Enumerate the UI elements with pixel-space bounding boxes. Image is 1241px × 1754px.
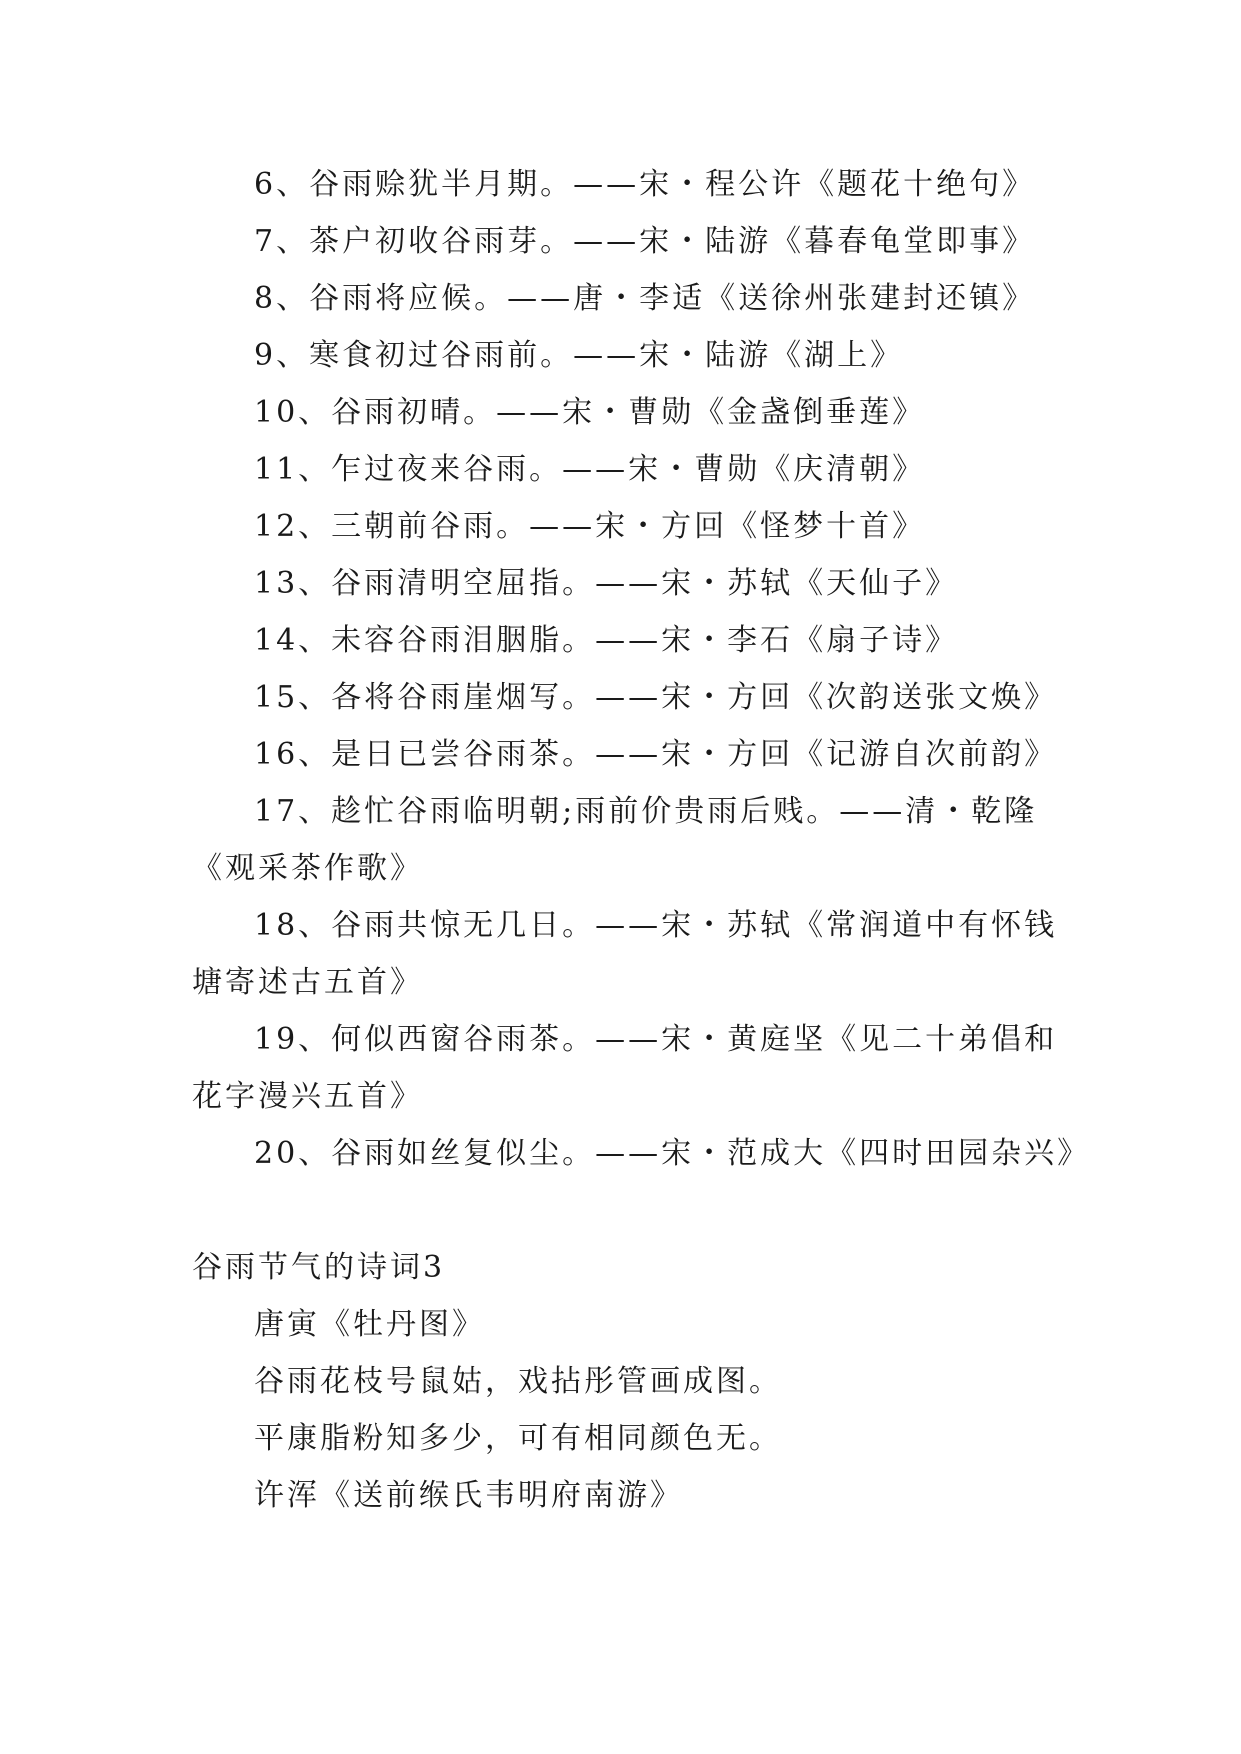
poem-line-7: 7、茶户初收谷雨芽。——宋・陆游《暮春龟堂即事》 [254,224,1036,259]
poem-line-6: 6、谷雨赊犹半月期。——宋・程公许《题花十绝句》 [254,167,1036,202]
poem-line-15: 15、各将谷雨崖烟写。——宋・方回《次韵送张文焕》 [254,680,1058,715]
poem-line-20: 20、谷雨如丝复似尘。——宋・范成大《四时田园杂兴》 [254,1136,1091,1171]
poem-line-12: 12、三朝前谷雨。——宋・方回《怪梦十首》 [254,509,926,544]
poem-line-18: 18、谷雨共惊无几日。——宋・苏轼《常润道中有怀钱 [254,908,1058,943]
poem-line-11: 11、乍过夜来谷雨。——宋・曹勋《庆清朝》 [254,452,926,487]
poem-line-18-continued: 塘寄述古五首》 [192,965,423,1000]
poem-line-14: 14、未容谷雨泪胭脂。——宋・李石《扇子诗》 [254,623,959,658]
poem-verse-1: 谷雨花枝号鼠姑，戏拈彤管画成图。 [254,1364,782,1399]
poem-line-13: 13、谷雨清明空屈指。——宋・苏轼《天仙子》 [254,566,959,601]
poem-line-19: 19、何似西窗谷雨茶。——宋・黄庭坚《见二十弟倡和 [254,1022,1058,1057]
poem-title-tangyin: 唐寅《牡丹图》 [254,1307,485,1342]
poem-line-16: 16、是日已尝谷雨茶。——宋・方回《记游自次前韵》 [254,737,1058,772]
section-heading: 谷雨节气的诗词3 [192,1250,446,1285]
poem-line-8: 8、谷雨将应候。——唐・李适《送徐州张建封还镇》 [254,281,1036,316]
poem-title-xuhun: 许浑《送前缑氏韦明府南游》 [254,1478,683,1513]
poem-line-9: 9、寒食初过谷雨前。——宋・陆游《湖上》 [254,338,904,373]
poem-line-10: 10、谷雨初晴。——宋・曹勋《金盏倒垂莲》 [254,395,926,430]
poem-line-19-continued: 花字漫兴五首》 [192,1079,423,1114]
poem-line-17: 17、趁忙谷雨临明朝;雨前价贵雨后贱。——清・乾隆 [254,794,1038,829]
poem-line-17-continued: 《观采茶作歌》 [192,851,423,886]
poem-verse-2: 平康脂粉知多少，可有相同颜色无。 [254,1421,782,1456]
